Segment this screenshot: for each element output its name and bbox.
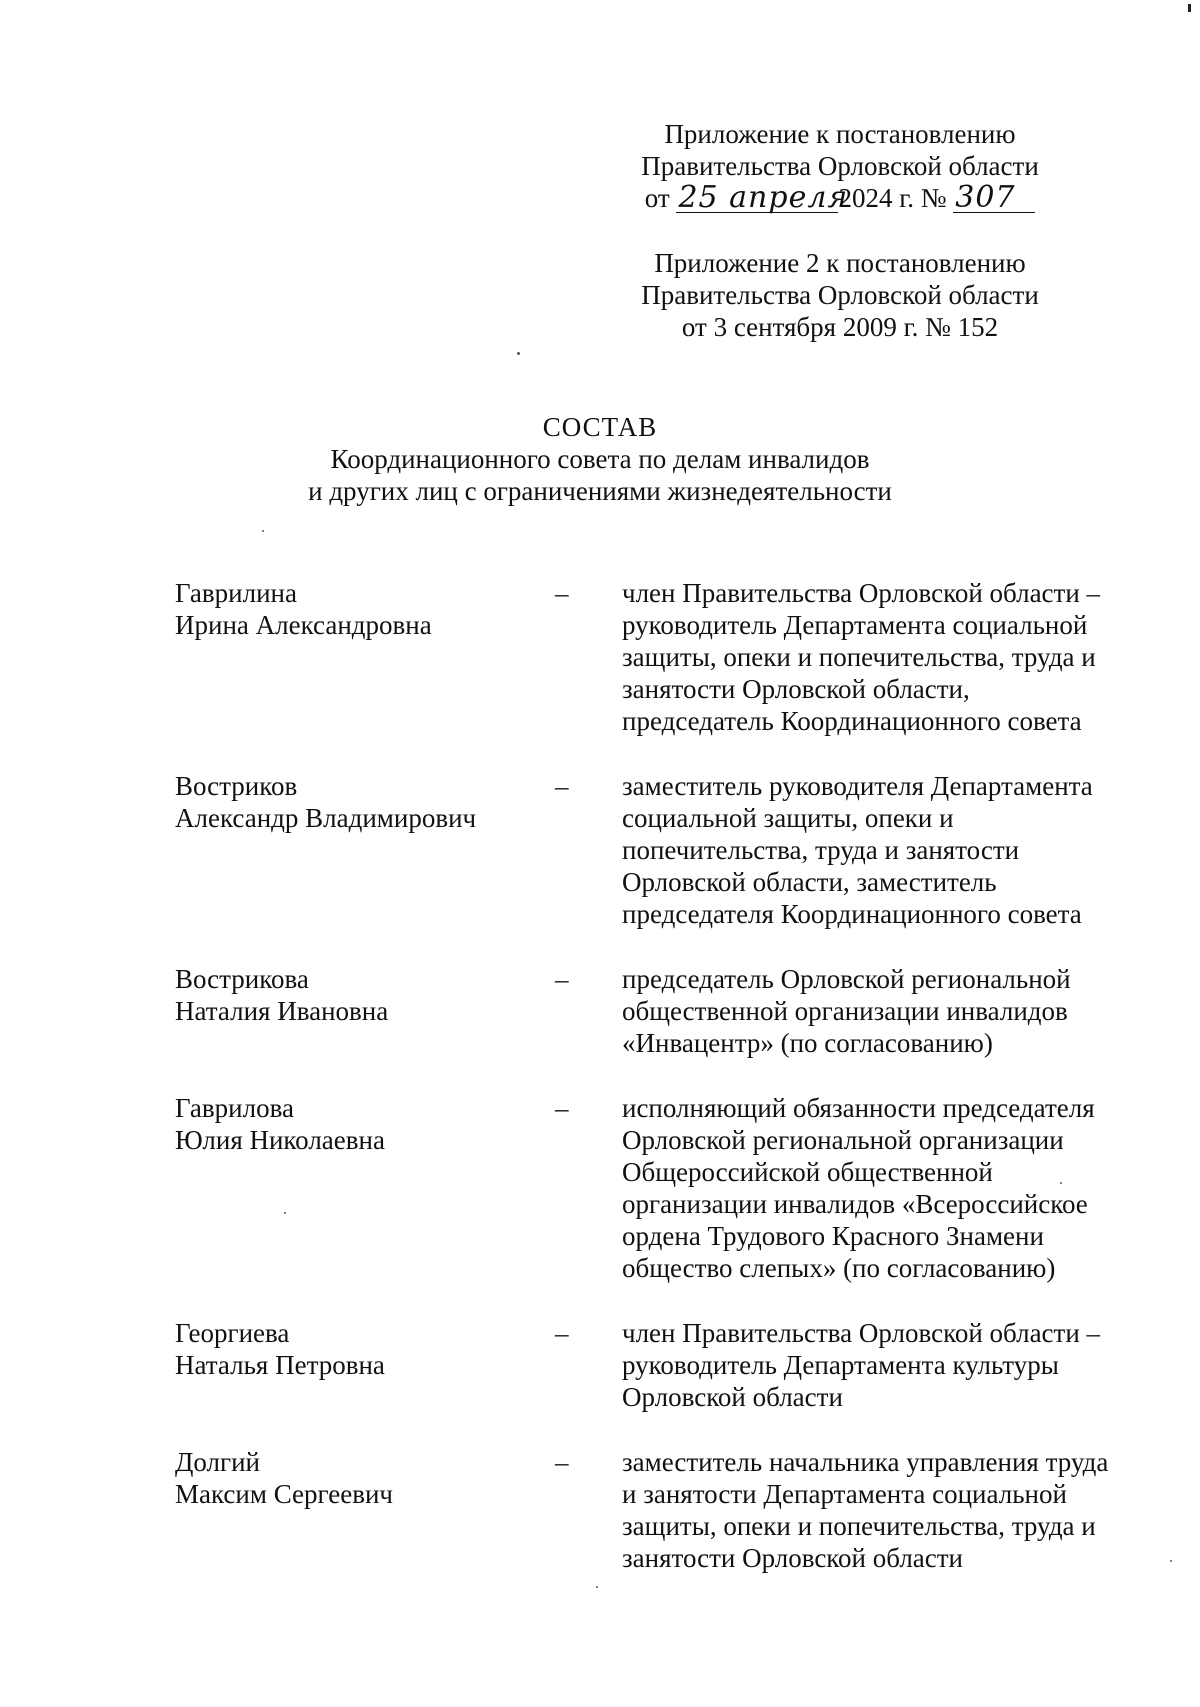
appendix-original-line3: от 3 сентября 2009 г. № 152 bbox=[681, 312, 999, 342]
member-name bbox=[175, 963, 555, 1027]
member-given-names: Наталья Петровна bbox=[175, 1350, 385, 1380]
appendix-original-line2: Правительства Орловской области bbox=[641, 280, 1039, 310]
member-name bbox=[175, 1317, 555, 1381]
scan-speck bbox=[596, 1586, 598, 1588]
scan-speck bbox=[517, 352, 520, 355]
member-role: председатель Орловской региональной общественной организации инвалидов «Инвацентр» (по согласованию) bbox=[622, 964, 1071, 1058]
member-dash: – bbox=[555, 1447, 569, 1477]
scan-speck bbox=[1170, 1560, 1172, 1562]
member-row bbox=[175, 577, 1135, 737]
title-main: СОСТАВ bbox=[542, 412, 658, 442]
member-given-names: Максим Сергеевич bbox=[175, 1479, 393, 1509]
member-dash: – bbox=[555, 578, 569, 608]
members-list bbox=[175, 577, 1135, 1607]
appendix-current-header bbox=[580, 118, 1100, 214]
appendix-current-date-line bbox=[580, 182, 1100, 214]
handwritten-number: 307 bbox=[953, 184, 1035, 213]
member-surname: Гаврилина bbox=[175, 578, 297, 608]
member-row bbox=[175, 963, 1135, 1059]
member-surname: Вострикова bbox=[175, 964, 309, 994]
member-row bbox=[175, 1092, 1135, 1284]
member-name bbox=[175, 577, 555, 641]
scan-speck bbox=[262, 530, 264, 532]
member-row bbox=[175, 1446, 1135, 1574]
date-prefix: от bbox=[644, 183, 670, 213]
member-role: член Правительства Орловской области – руководитель Департамента социальной защиты, опеки и попечительства, труда и занятости Орловской области, председатель Координационного совета bbox=[622, 578, 1101, 736]
appendix-original-header bbox=[580, 247, 1100, 343]
title-line2: Координационного совета по делам инвалидов bbox=[330, 444, 870, 474]
appendix-current-line2: Правительства Орловской области bbox=[641, 151, 1039, 181]
scan-speck bbox=[1060, 1182, 1062, 1184]
member-role: заместитель начальника управления труда и занятости Департамента социальной защиты, опеки и попечительства, труда и занятости Орловской области bbox=[622, 1447, 1109, 1573]
document-title bbox=[0, 411, 1200, 507]
member-given-names: Юлия Николаевна bbox=[175, 1125, 385, 1155]
member-dash: – bbox=[555, 1318, 569, 1348]
member-role: исполняющий обязанности председателя Орловской региональной организации Общероссийской общественной организации инвалидов «Всероссийское ордена Трудового Красного Знамени общество слепых» (по согласованию) bbox=[622, 1093, 1095, 1283]
member-name bbox=[175, 1446, 555, 1510]
member-row bbox=[175, 1317, 1135, 1413]
handwritten-date: 25 апреля bbox=[678, 180, 849, 215]
member-given-names: Александр Владимирович bbox=[175, 803, 477, 833]
scan-speck bbox=[284, 1212, 286, 1214]
title-line3: и других лиц с ограничениями жизнедеятельности bbox=[308, 476, 892, 506]
member-role: заместитель руководителя Департамента социальной защиты, опеки и попечительства, труда и занятости Орловской области, заместитель председателя Координационного совета bbox=[622, 771, 1093, 929]
member-role: член Правительства Орловской области – руководитель Департамента культуры Орловской области bbox=[622, 1318, 1101, 1412]
member-given-names: Ирина Александровна bbox=[175, 610, 432, 640]
appendix-current-line1: Приложение к постановлению bbox=[664, 119, 1016, 149]
member-dash: – bbox=[555, 771, 569, 801]
member-surname: Гаврилова bbox=[175, 1093, 294, 1123]
member-surname: Долгий bbox=[175, 1447, 261, 1477]
member-given-names: Наталия Ивановна bbox=[175, 996, 389, 1026]
member-row bbox=[175, 770, 1135, 930]
member-surname: Георгиева bbox=[175, 1318, 290, 1348]
scan-speck bbox=[1188, 4, 1191, 12]
member-name bbox=[175, 770, 555, 834]
member-dash: – bbox=[555, 1093, 569, 1123]
year-text: 2024 г. № bbox=[838, 183, 947, 213]
member-surname: Востриков bbox=[175, 771, 298, 801]
member-name bbox=[175, 1092, 555, 1156]
member-dash: – bbox=[555, 964, 569, 994]
appendix-original-line1: Приложение 2 к постановлению bbox=[654, 248, 1026, 278]
